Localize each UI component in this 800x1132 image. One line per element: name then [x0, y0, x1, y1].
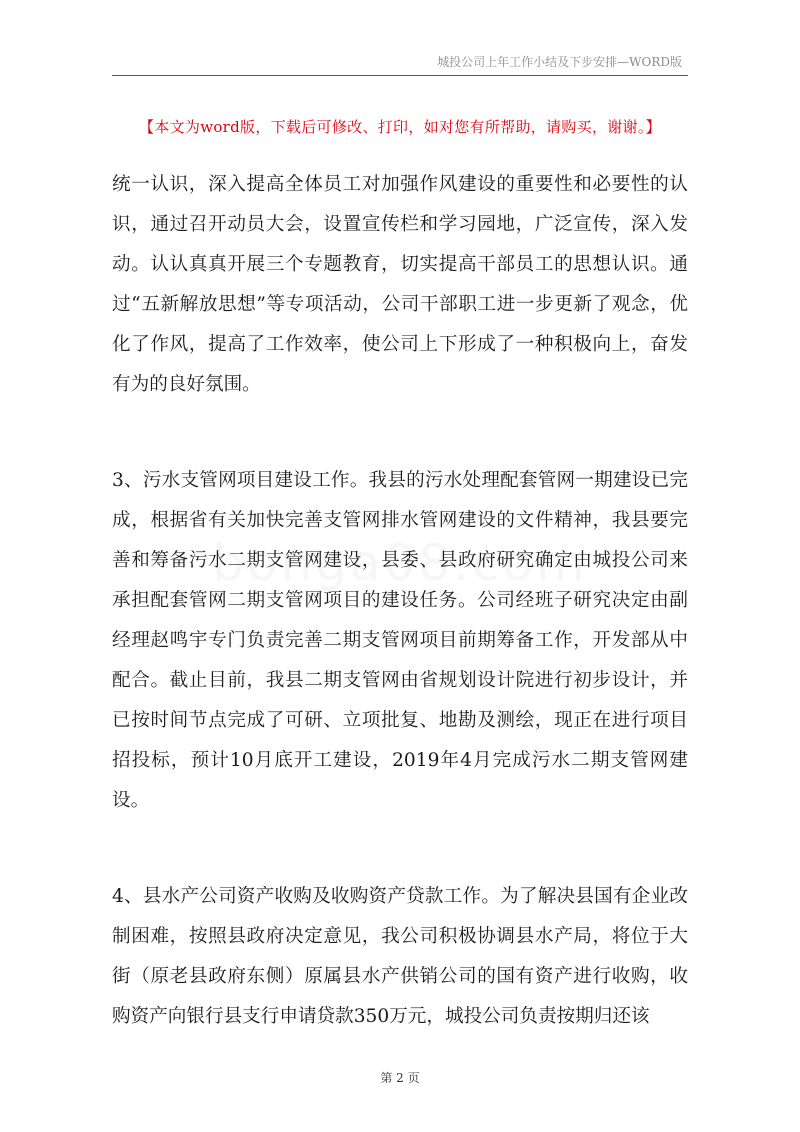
body-paragraph: 3、污水支管网项目建设工作。我县的污水处理配套管网一期建设已完成，根据省有关加快完善支管网排水管网建设的文件精神，我县要完善和筹备污水二期支管网建设，县委、县政府研究确定由城投公司来承担配套管网二期支管网项目的建设任务。公司经班子研究决定由副经理赵鸣宇专门负责完善二期支管网项目前期筹备工作，开发部从中配合。截止目前，我县二期支管网由省规划设计院进行初步设计，并已按时间节点完成了可研、立项批复、地勘及测绘，现正在进行项目招投标，预计10月底开工建设，2019年4月完成污水二期支管网建设。: [112, 470, 688, 811]
page-number: 第 2 页: [380, 1071, 420, 1085]
body-paragraph: 4、县水产公司资产收购及收购资产贷款工作。为了解决县国有企业改制困难，按照县政府决定意见，我公司积极协调县水产局，将位于大街（原老县政府东侧）原属县水产供销公司的国有资产进行收购，收购资产向银行县支行申请贷款350万元，城投公司负责按期归还该: [112, 886, 688, 1027]
header-divider: [112, 75, 688, 76]
download-notice: 【本文为word版，下载后可修改、打印，如对您有所帮助，请购买，谢谢。】: [139, 118, 661, 136]
body-paragraph: 统一认识，深入提高全体员工对加强作风建设的重要性和必要性的认识，通过召开动员大会，设置宣传栏和学习园地，广泛宣传，深入发动。认认真真开展三个专题教育，切实提高干部员工的思想认识。通过“五新解放思想”等专项活动，公司干部职工进一步更新了观念，优化了作风，提高了工作效率，使公司上下形成了一种积极向上，奋发有为的良好氛围。: [112, 174, 688, 395]
document-header-title: 城投公司上年工作小结及下步安排—WORD版: [437, 55, 682, 69]
